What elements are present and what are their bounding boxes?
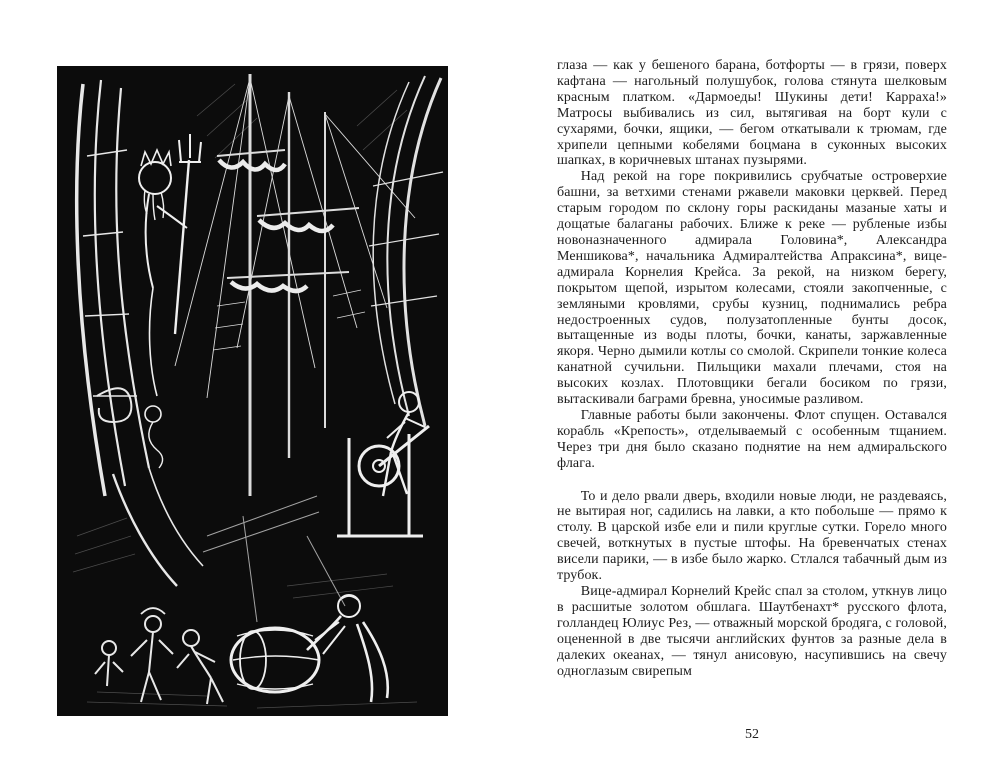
paragraph-1: глаза — как у бешеного барана, ботфорты — в грязи, поверх кафтана — нагольный полушубок, голова стянута шелковым красным платком. «Дармоеды! Шукины дети! Карраха!» Матросы выбивались из сил, вытягивая на борт кули с сухарями, бочки, ящики, — бегом откатывали к трюмам, где хрипели цепными кобелями боцмана в суконных высоких шапках, в коричневых штанах пузырями. bbox=[557, 58, 947, 169]
text-column bbox=[557, 58, 947, 679]
paragraph-5: Вице-адмирал Корнелий Крейс спал за столом, уткнув лицо в расшитые золотом обшлага. Шаутбенахт* русского флота, голландец Юлиус Рез, — отважный морской бродяга, с головой, оцененной в две тысячи английских фунтов за разные дела в далеких океанах, — тянул анисовую, насупившись на свечу одноглазым свирепым bbox=[557, 584, 947, 679]
woodcut-illustration-art bbox=[57, 66, 448, 716]
paragraph-2: Над рекой на горе покривились срубчатые островерхие башни, за ветхими стенами ржавели маковки церквей. Перед старым городом по склону горы раскиданы мазаные хаты и дощатые балаганы рабочих. Ближе к реке — рубленые избы новоназначенного адмирала Головина*, Александра Меншикова*, начальника Адмиралтейства Апраксина*, вице-адмирала Корнелия Крейса. За рекой, на низком берегу, покрытом щепой, изрытом колесами, стояли закопченные, с земляными кровлями, срубы кузниц, поднимались ребра недостроенных судов, полузатопленные бунты досок, вытащенные из воды плоты, бочки, канаты, заржавленные якоря. Черно дымили котлы со смолой. Скрипели тонкие колеса канатной сучильни. Пильщики махали плечами, стоя на высоких козлах. Плотовщики бегали босиком по грязи, вытаскивали баграми бревна, уносимые разливом. bbox=[557, 169, 947, 408]
paragraph-4: То и дело рвали дверь, входили новые люди, не раздеваясь, не вытирая ног, садились на лавки, а кто побольше — прямо к столу. В царской избе ели и пили круглые сутки. Горело много свечей, воткнутых в пустые штофы. На бревенчатых стенах висели парики, — в избе было жарко. Стлался табачный дым из трубок. bbox=[557, 488, 947, 584]
paragraph-3: Главные работы были закончены. Флот спущен. Оставался корабль «Крепость», отделываемый с особенным тщанием. Через три дня было сказано поднятие на нем адмиральского флага. bbox=[557, 407, 947, 471]
page-number: 52 bbox=[745, 727, 759, 742]
woodcut-illustration bbox=[57, 66, 448, 716]
